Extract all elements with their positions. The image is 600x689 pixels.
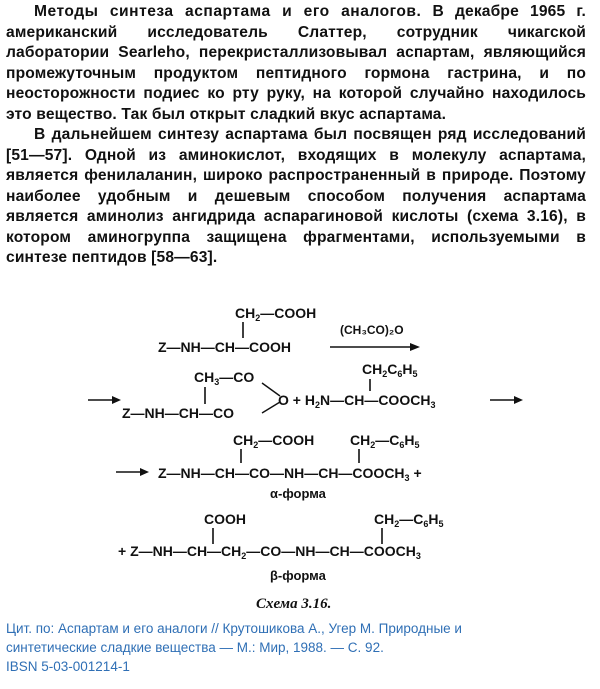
section-lead: Методы синтеза аспартама и его аналогов. — [34, 3, 422, 20]
formula-benzyl-2: $CH_2—C_6H_5$ — [350, 432, 420, 450]
formula-anhydride-bottom: Z—NH—CH—CO — [122, 405, 234, 421]
scheme-row-3 — [116, 432, 422, 501]
formula-ch2-cooh-2: $CH_2—COOH$ — [233, 432, 315, 450]
scheme-row-1 — [158, 305, 420, 355]
scheme-caption: Схема 3.16. — [256, 596, 332, 612]
formula-cooh: COOH — [204, 511, 246, 527]
formula-ring-oxygen: $O + H_2N—CH—COOCH_3$ — [278, 392, 436, 410]
formula-benzyl-1: $CH_2C_6H_5$ — [362, 361, 418, 379]
citation-line-2: синтетические сладкие вещества — М.: Мир, 1988. — С. 92. — [6, 640, 384, 655]
formula-anhydride-top: $CH_3—CO$ — [194, 369, 255, 387]
formula-z-asp: Z—NH—CH—COOH — [158, 339, 291, 355]
paragraph-1-body: В декабре 1965 г. американский исследователь Слаттер, сотрудник чикагской лаборатории Searleho, перекристаллизовывал аспартам, являющийся промежуточным продуктом пептидного гормона гастрина, и по неосторожности подиес ко рту руку, на которой случайно находилось это вещество. Так был открыт сладкий вкус аспартама. — [6, 3, 586, 123]
paragraph-2: В дальнейшем синтезу аспартама был посвящен ряд исследований [51—57]. Одной из аминокислот, входящих в молекулу аспартама, является фенилаланин, широко распространенный в природе. Поэтому наиболее удобным и дешевым способом получения аспартама является аминолиз ангидрида аспарагиновой кислоты (схема 3.16), в котором аминогруппа защищена фрагментами, используемыми в синтезе пептидов [58—63]. — [6, 126, 586, 266]
citation-line-1: Цит. по: Аспартам и его аналоги // Крутошикова А., Угер М. Природные и — [6, 621, 462, 636]
formula-alpha: $Z—NH—CH—CO—NH—CH—COOCH_3$ + — [158, 465, 422, 483]
formula-ch2-cooh-1: $CH_2—COOH$ — [235, 305, 317, 323]
scheme-row-2 — [88, 361, 523, 421]
citation-isbn: IBSN 5-03-001214-1 — [6, 659, 130, 674]
beta-form-label: β-форма — [270, 568, 326, 583]
formula-beta: + $Z—NH—CH—CH_2—CO—NH—CH—COOCH_3$ — [118, 543, 421, 561]
formula-benzyl-3: $CH_2—C_6H_5$ — [374, 511, 444, 529]
alpha-form-label: α-форма — [270, 486, 326, 501]
scheme-row-4 — [118, 511, 444, 583]
citation — [6, 619, 586, 676]
reagent-acetic-anhydride: (CH₃CO)₂O — [340, 323, 404, 337]
